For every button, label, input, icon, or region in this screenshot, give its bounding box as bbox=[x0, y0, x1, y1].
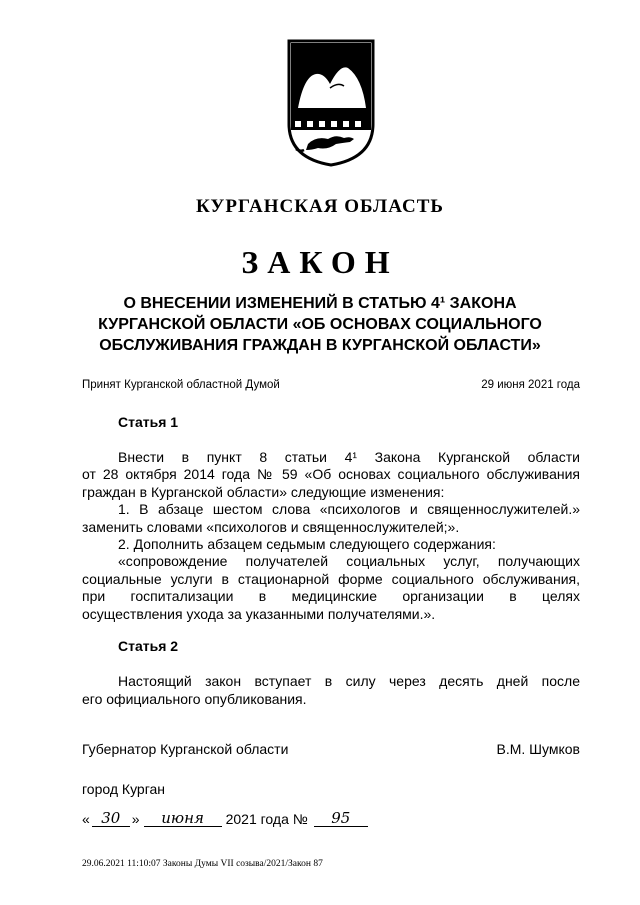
adopted-by: Принят Курганской областной Думой bbox=[82, 379, 280, 391]
article-1-text: от 28 октября 2014 года № 59 «Об основах социального обслуживания bbox=[82, 466, 580, 482]
place-of-signing: город Курган bbox=[82, 781, 166, 797]
article-1-heading: Статья 1 bbox=[118, 414, 179, 430]
new-paragraph-text: осуществления ухода за указанными получателями.». bbox=[82, 606, 436, 622]
article-2-text: Настоящий закон вступает в силу через десять дней после bbox=[118, 673, 580, 689]
law-title-line: ОБСЛУЖИВАНИЯ ГРАЖДАН В КУРГАНСКОЙ ОБЛАСТИ» bbox=[99, 337, 541, 354]
amendment-item-1: заменить словами «психологов и священнослужителей;». bbox=[82, 519, 460, 535]
signing-date-line bbox=[82, 810, 368, 827]
quote-close: » bbox=[131, 811, 140, 827]
signatory-name: В.М. Шумков bbox=[496, 741, 580, 757]
amendment-item-1: 1. В абзаце шестом слова «психологов и священнослужителей.» bbox=[118, 501, 580, 517]
handwritten-day: 30 bbox=[92, 810, 130, 827]
new-paragraph-text: социальные услуги в стационарной форме социального обслуживания, bbox=[82, 571, 580, 587]
kurgan-oblast-coat-of-arms-icon bbox=[286, 38, 376, 168]
new-paragraph-text: при госпитализации в медицинские организации в целях bbox=[82, 588, 580, 604]
new-paragraph-text: «сопровождение получателей социальных услуг, получающих bbox=[118, 553, 580, 569]
year-label: 2021 года № bbox=[225, 811, 308, 827]
law-title-line: О ВНЕСЕНИИ ИЗМЕНЕНИЙ В СТАТЬЮ 4¹ ЗАКОНА bbox=[123, 295, 517, 312]
adoption-date: 29 июня 2021 года bbox=[481, 379, 580, 391]
amendment-item-2: 2. Дополнить абзацем седьмым следующего содержания: bbox=[118, 536, 496, 552]
signatory-title: Губернатор Курганской области bbox=[82, 741, 289, 757]
document-type: ЗАКОН bbox=[241, 244, 399, 280]
law-title-line: КУРГАНСКОЙ ОБЛАСТИ «ОБ ОСНОВАХ СОЦИАЛЬНОГО bbox=[98, 316, 542, 333]
handwritten-law-number: 95 bbox=[314, 810, 368, 827]
signature-block bbox=[82, 741, 580, 757]
article-1-text: граждан в Курганской области» следующие изменения: bbox=[82, 484, 445, 500]
adoption-info bbox=[82, 379, 580, 391]
law-title bbox=[60, 293, 580, 356]
article-2-text: его официального опубликования. bbox=[82, 691, 307, 707]
quote-open: « bbox=[82, 811, 90, 827]
document-footer-stamp: 29.06.2021 11:10:07 Законы Думы VII созыва/2021/Закон 87 bbox=[82, 859, 323, 869]
handwritten-month: июня bbox=[144, 810, 222, 827]
article-2-heading: Статья 2 bbox=[118, 638, 179, 654]
article-1-text: Внести в пункт 8 статьи 4¹ Закона Курганской области bbox=[118, 449, 580, 465]
region-name: КУРГАНСКАЯ ОБЛАСТЬ bbox=[196, 196, 444, 217]
